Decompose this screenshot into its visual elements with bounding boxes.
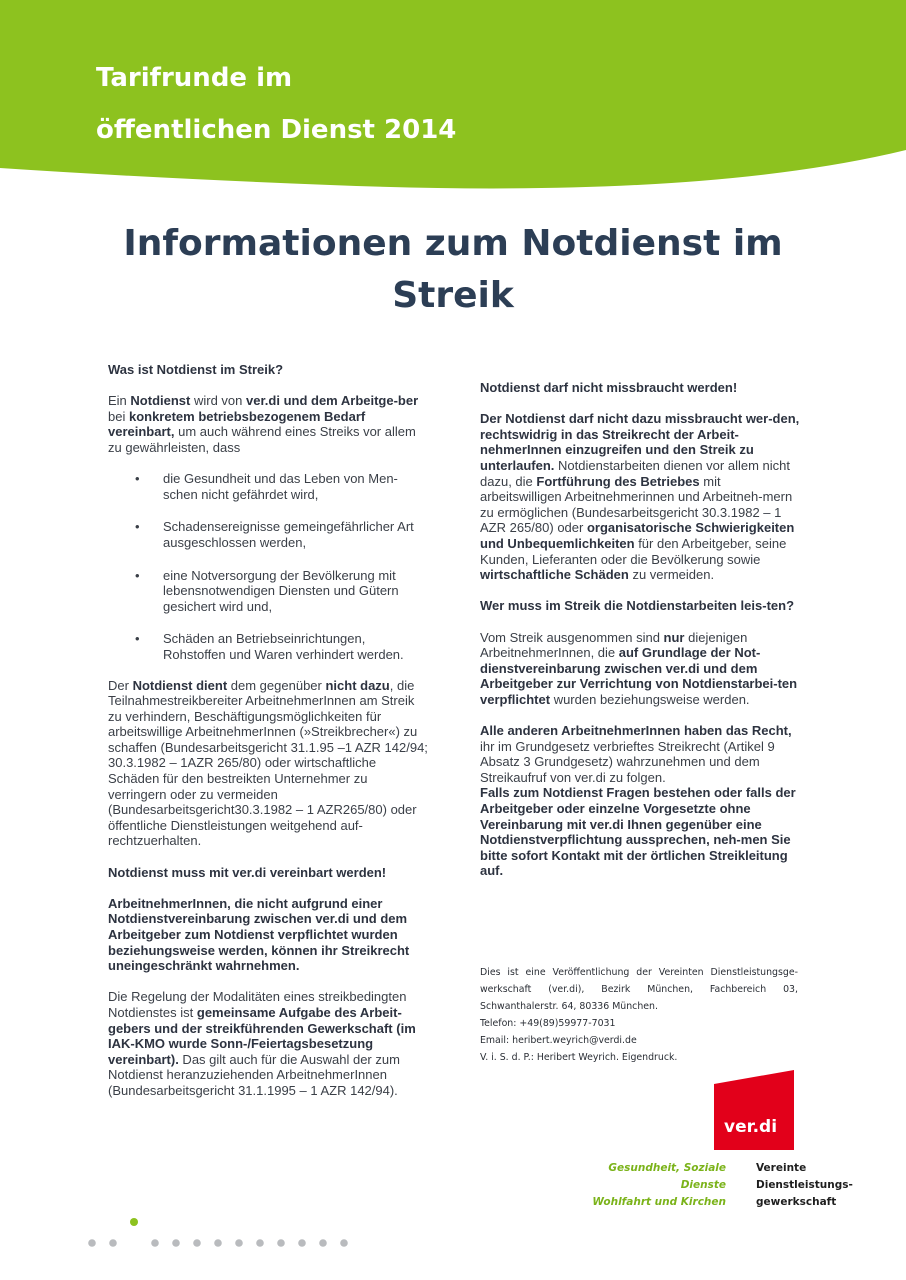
misuse-paragraph: Der Notdienst darf nicht dazu missbraucht wer-den, rechtswidrig in das Streikrecht der Arbeit-nehmerInnen einzugreifen und den Streik zu unterlaufen. Notdienstarbeiten dienen vor allem nicht dazu, die Fortführung des Betriebes mit arbeitswilligen Arbeitnehmerinnen und Arbeitneh-mern zu ermöglichen (Bundesarbeitsgericht 30.3.1982 – 1 AZR 265/80) oder organisatorische Schwierigkeiten und Unbequemlichkeiten für den Arbeitgeber, seine Kunden, Lieferanten oder die Bevölkerung sowie wirtschaftliche Schäden zu vermeiden. <box>480 411 800 583</box>
imprint-phone: Telefon: +49(89)59977-7031 <box>480 1018 616 1029</box>
imprint-responsible: V. i. S. d. P.: Heribert Weyrich. Eigendruck. <box>480 1052 678 1063</box>
union-name-line3: gewerkschaft <box>756 1196 837 1208</box>
who-paragraph: Vom Streik ausgenommen sind nur diejenigen ArbeitnehmerInnen, die auf Grundlage der Not-dienstvereinbarung zwischen ver.di und dem Arbeitgeber zur Verrichtung von Notdienstarbei-ten verpflichtet wurden beziehungsweise werden. <box>480 629 798 707</box>
imprint <box>480 964 798 1066</box>
right-column <box>480 380 800 879</box>
union-name-line1: Vereinte <box>756 1162 807 1174</box>
imprint-address: Schwanthalerstr. 64, 80336 München. <box>480 1001 658 1012</box>
verdi-logo <box>714 1070 794 1150</box>
agreement-paragraph: ArbeitnehmerInnen, die nicht aufgrund einer Notdienstvereinbarung zwischen ver.di und dem Arbeitgeber zum Notdienst verpflichtet wurden beziehungsweise werden, können ihr Streikrecht uneingeschränkt wahrnehmen. <box>108 895 410 974</box>
bullet-icon: • <box>135 567 140 583</box>
bullet-icon: • <box>135 471 140 487</box>
header-title-line1: Tarifrunde im <box>96 63 293 93</box>
left-column <box>108 362 428 1099</box>
rights-paragraph: Alle anderen ArbeitnehmerInnen haben das Recht, ihr im Grundgesetz verbrieftes Streikrecht (Artikel 9 Absatz 3 Grundgesetz) wahrzunehmen und dem Streikaufruf von ver.di zu folgen. <box>480 723 792 785</box>
union-name-line2: Dienstleistungs- <box>756 1179 853 1191</box>
accent-dot-icon <box>130 1218 138 1226</box>
imprint-line: werkschaft (ver.di), Bezirk München, Fachbereich 03, <box>480 984 798 995</box>
department-tagline <box>560 1160 726 1211</box>
imprint-email: Email: heribert.weyrich@verdi.de <box>480 1035 637 1046</box>
decorative-dots <box>0 1210 906 1260</box>
purpose-paragraph: Der Notdienst dient dem gegenüber nicht dazu, die Teilnahmestreikbereiter ArbeitnehmerInnen am Streik zu verhindern, Beschäftigungsmöglichkeiten für arbeitswillige ArbeitnehmerInnen (»Streikbrecher«) zu schaffen (Bundesarbeitsgericht 31.1.95 –1 AZR 142/94; 30.3.1982 – 1AZR 265/80) oder wirtschaftliche Schäden für den bestreikten Unternehmer zu verringern oder zu vermeiden (Bundesarbeitsgericht30.3.1982 – 1 AZR265/80) oder öffentliche Dienstleistungen weitgehend auf-rechtzuerhalten. <box>108 677 428 849</box>
section-heading-what-is: Was ist Notdienst im Streik? <box>108 362 284 377</box>
bullet-icon: • <box>135 519 140 535</box>
list-item: • die Gesundheit und das Leben von Men-schen nicht gefährdet wird, <box>135 471 398 502</box>
bullet-icon: • <box>135 631 140 647</box>
intro-paragraph: Ein Notdienst wird von ver.di und dem Arbeitge-ber bei konkretem betriebsbezogenem Bedarf vereinbart, um auch während eines Streiks vor allem zu gewährleisten, dass <box>108 393 419 455</box>
section-heading-misuse: Notdienst darf nicht missbraucht werden! <box>480 380 738 395</box>
header-title-line2: öffentlichen Dienst 2014 <box>96 115 457 145</box>
page-title: Informationen zum Notdienst im Streik <box>123 223 783 316</box>
contact-paragraph: Falls zum Notdienst Fragen bestehen oder falls der Arbeitgeber oder einzelne Vorgesetzte ohne Vereinbarung mit ver.di Ihnen gegenüber eine Notdienstverpflichtung aussprechen, neh-men Sie bitte sofort Kontakt mit der örtlichen Streikleitung auf. <box>480 785 796 879</box>
imprint-line: Dies ist eine Veröffentlichung der Vereinten Dienstleistungsge- <box>480 967 798 978</box>
tagline-line2: Wohlfahrt und Kirchen <box>592 1196 726 1208</box>
modalities-paragraph: Die Regelung der Modalitäten eines streikbedingten Notdienstes ist gemeinsame Aufgabe des Arbeit-gebers und der streikführenden Gewerkschaft (im IAK-KMO wurde Sonn-/Feiertagsbesetzung vereinbart). Das gilt auch für die Auswahl der zum Notdienst heranzuziehenden ArbeitnehmerInnen (Bundesarbeitsgericht 31.1.1995 – 1 AZR 142/94). <box>108 989 416 1098</box>
section-heading-who: Wer muss im Streik die Notdienstarbeiten leis-ten? <box>480 598 795 614</box>
union-name <box>756 1160 886 1211</box>
list-item: • Schadensereignisse gemeingefährlicher Art ausgeschlossen werden, <box>135 519 414 550</box>
list-item: • eine Notversorgung der Bevölkerung mit lebensnotwendigen Diensten und Gütern gesichert wird und, <box>135 567 399 614</box>
header-title <box>96 52 456 156</box>
section-heading-agreement: Notdienst muss mit ver.di vereinbart werden! <box>108 864 387 880</box>
list-item: • Schäden an Betriebseinrichtungen, Rohstoffen und Waren verhindert werden. <box>135 631 404 662</box>
verdi-logo-text: ver.di <box>724 1117 778 1137</box>
bullet-list <box>108 471 428 662</box>
tagline-line1: Gesundheit, Soziale Dienste <box>608 1162 726 1191</box>
